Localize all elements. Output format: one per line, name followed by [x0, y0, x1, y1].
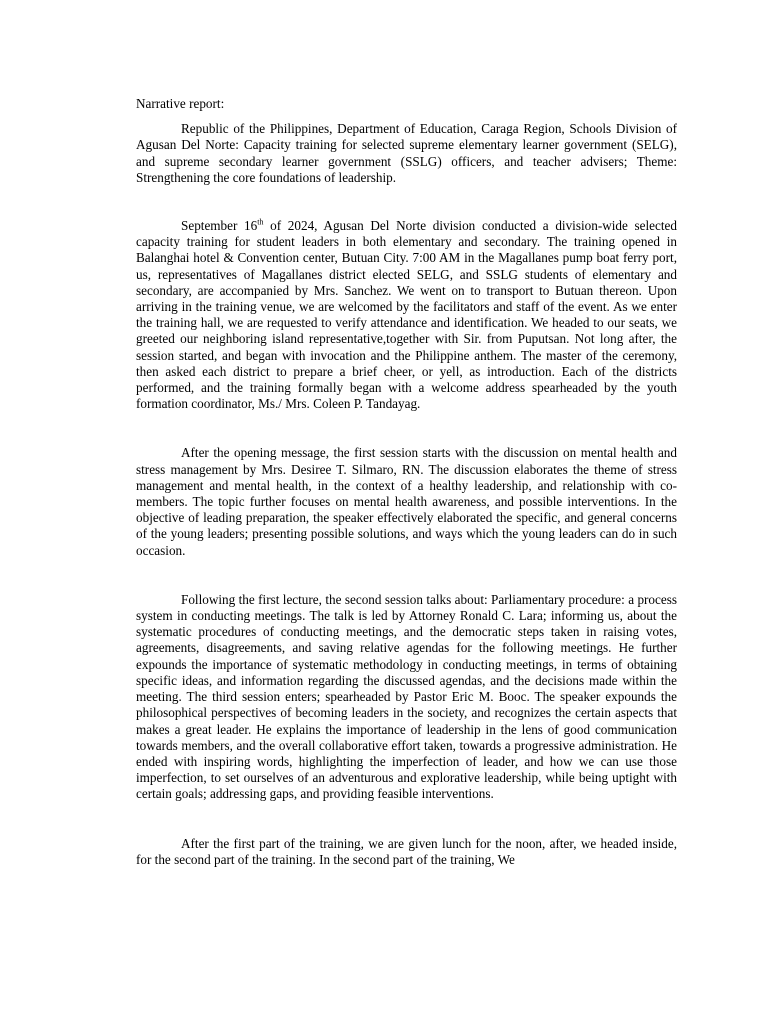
- paragraph-second-third-session: Following the first lecture, the second session talks about: Parliamentary procedure: a process system in conducting meetings. The talk is led by Attorney Ronald C. Lara; informing us, about the systematic procedures of conducting meetings, and the democratic steps taken in raising votes, agreements, disagreements, and saving relative agendas for the following meetings. He further expounds the importance of systematic methodology in conducting meetings, in terms of obtaining specific ideas, and information regarding the discussed agendas, and the decisions made within the meeting. The third session enters; spearheaded by Pastor Eric M. Booc. The speaker expounds the philosophical perspectives of becoming leaders in the society, and recognizes the certain aspects that makes a great leader. He explains the importance of leadership in the lens of good communication towards members, and the overall collaborative effort taken, towards a progressive administration. He ended with inspiring words, highlighting the imperfection of leader, and how we can use those imperfection, to set ourselves of an adventurous and explorative leadership, while being uptight with certain goals; addressing gaps, and providing feasible interventions.: [136, 591, 677, 802]
- paragraph-afternoon: After the first part of the training, we are given lunch for the noon, after, we headed inside, for the second part of the training. In the second part of the training, We: [136, 835, 677, 867]
- paragraph-first-session: After the opening message, the first session starts with the discussion on mental health and stress management by Mrs. Desiree T. Silmaro, RN. The discussion elaborates the theme of stress management and mental health, in the context of a healthy leadership, and relationship with co-members. The topic further focuses on mental health awareness, and possible interventions. In the objective of leading preparation, the speaker effectively elaborated the specific, and general concerns of the young leaders; presenting possible solutions, and ways which the young leaders can do in such occasion.: [136, 445, 677, 558]
- paragraph-date-lead: September 16: [181, 218, 258, 234]
- document-heading: Narrative report:: [136, 96, 225, 111]
- document-page: [136, 96, 677, 868]
- paragraph-opening-body: of 2024, Agusan Del Norte division conducted a division-wide selected capacity training for student leaders in both elementary and secondary. The training opened in Balanghai hotel & Convention center, Butuan City. 7:00 AM in the Magallanes pump boat ferry port, us, representatives of Magallanes district elected SELG, and SSLG students of elementary and secondary, are accompanied by Mrs. Sanchez. We went on to transport to Butuan thereon. Upon arriving in the training venue, we are welcomed by the facilitators and staff of the event. As we enter the training hall, we are requested to verify attendance and identification. We headed to our seats, we greeted our neighboring island representative,together with Sir. from Puputsan. Not long after, the session started, and began with invocation and the Philippine anthem. The master of the ceremony, then asked each district to prepare a brief cheer, or yell, as introduction. Each of the districts performed, and the training formally began with a welcome address spearheaded by the youth formation coordinator, Ms./ Mrs. Coleen P. Tandayag.: [136, 218, 677, 412]
- paragraph-opening-day: [136, 218, 677, 412]
- intro-paragraph: Republic of the Philippines, Department of Education, Caraga Region, Schools Division of Agusan Del Norte: Capacity training for selected supreme elementary learner government (SELG), and supreme secondary learner government (SSLG) officers, and teacher advisers; Theme: Strengthening the core foundations of leadership.: [136, 121, 677, 185]
- ordinal-suffix: th: [257, 217, 264, 227]
